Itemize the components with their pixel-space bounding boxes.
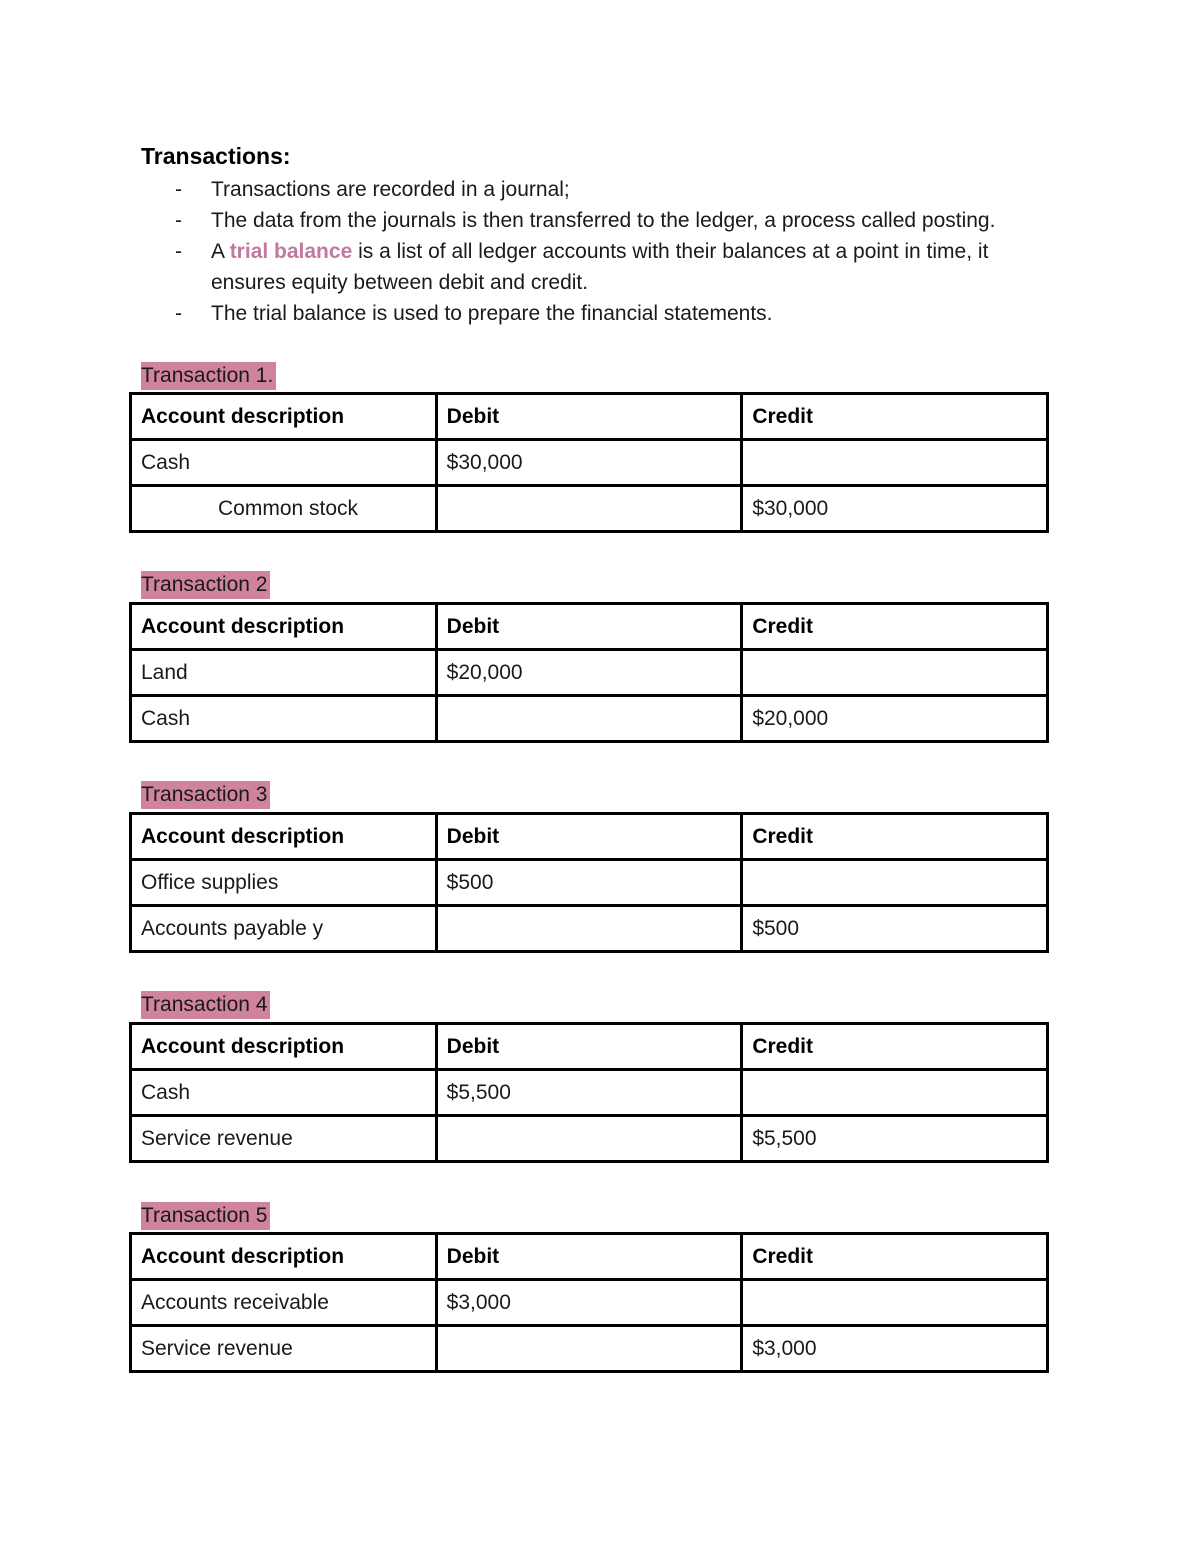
cell-account: Accounts payable y bbox=[131, 906, 437, 952]
bullet-item bbox=[141, 174, 1041, 205]
journal-entry-table bbox=[129, 1232, 1049, 1373]
table-row bbox=[131, 1326, 1048, 1372]
header-account: Account description bbox=[131, 394, 437, 440]
bullet-dash: - bbox=[175, 209, 182, 232]
header-debit: Debit bbox=[436, 394, 742, 440]
cell-credit bbox=[742, 440, 1048, 486]
table-row bbox=[131, 1280, 1048, 1326]
bullet-dash: - bbox=[175, 302, 182, 325]
table-row bbox=[131, 696, 1048, 742]
cell-account: Service revenue bbox=[131, 1116, 437, 1162]
header-debit: Debit bbox=[436, 1024, 742, 1070]
table-row bbox=[131, 906, 1048, 952]
header-debit: Debit bbox=[436, 1234, 742, 1280]
bullet-list bbox=[141, 174, 1041, 329]
cell-debit bbox=[436, 1116, 742, 1162]
bullet-text-suffix: is a list of all ledger accounts with their balances at a point in time, it ensures equity between debit and credit. bbox=[211, 240, 989, 294]
cell-credit bbox=[742, 1070, 1048, 1116]
bullet-text: Transactions are recorded in a journal; bbox=[211, 178, 570, 201]
cell-account: Accounts receivable bbox=[131, 1280, 437, 1326]
cell-credit bbox=[742, 650, 1048, 696]
cell-account: Cash bbox=[131, 1070, 437, 1116]
cell-credit: $500 bbox=[742, 906, 1048, 952]
bullet-item bbox=[141, 298, 1041, 329]
journal-entry-table bbox=[129, 812, 1049, 953]
section-heading: Transactions: bbox=[141, 143, 291, 169]
transaction-label: Transaction 1. bbox=[141, 362, 276, 390]
transaction-label: Transaction 3 bbox=[141, 781, 270, 809]
table-header-row bbox=[131, 1024, 1048, 1070]
table-row bbox=[131, 650, 1048, 696]
header-credit: Credit bbox=[742, 604, 1048, 650]
transaction-label: Transaction 5 bbox=[141, 1202, 270, 1230]
bullet-item bbox=[141, 236, 1041, 298]
table-row bbox=[131, 486, 1048, 532]
header-account: Account description bbox=[131, 1234, 437, 1280]
header-credit: Credit bbox=[742, 1024, 1048, 1070]
cell-credit bbox=[742, 1280, 1048, 1326]
table-row bbox=[131, 1116, 1048, 1162]
table-row bbox=[131, 440, 1048, 486]
highlighted-term: trial balance bbox=[229, 240, 353, 263]
bullet-text-prefix: A bbox=[211, 240, 230, 263]
cell-debit: $30,000 bbox=[436, 440, 742, 486]
cell-debit: $5,500 bbox=[436, 1070, 742, 1116]
header-account: Account description bbox=[131, 814, 437, 860]
bullet-dash: - bbox=[175, 240, 182, 263]
cell-account: Office supplies bbox=[131, 860, 437, 906]
transaction-label: Transaction 2 bbox=[141, 571, 270, 599]
cell-debit bbox=[436, 696, 742, 742]
cell-debit: $20,000 bbox=[436, 650, 742, 696]
table-header-row bbox=[131, 1234, 1048, 1280]
cell-account: Land bbox=[131, 650, 437, 696]
header-credit: Credit bbox=[742, 814, 1048, 860]
cell-debit: $3,000 bbox=[436, 1280, 742, 1326]
cell-credit: $20,000 bbox=[742, 696, 1048, 742]
header-debit: Debit bbox=[436, 604, 742, 650]
header-credit: Credit bbox=[742, 394, 1048, 440]
table-row bbox=[131, 1070, 1048, 1116]
cell-account: Cash bbox=[131, 440, 437, 486]
cell-credit: $3,000 bbox=[742, 1326, 1048, 1372]
journal-entry-table bbox=[129, 1022, 1049, 1163]
bullet-item bbox=[141, 205, 1041, 236]
cell-debit bbox=[436, 1326, 742, 1372]
cell-debit bbox=[436, 486, 742, 532]
bullet-text: The data from the journals is then transferred to the ledger, a process called posting. bbox=[211, 209, 996, 232]
header-credit: Credit bbox=[742, 1234, 1048, 1280]
bullet-text: The trial balance is used to prepare the financial statements. bbox=[211, 302, 773, 325]
cell-credit bbox=[742, 860, 1048, 906]
table-header-row bbox=[131, 394, 1048, 440]
transaction-label: Transaction 4 bbox=[141, 991, 270, 1019]
header-account: Account description bbox=[131, 604, 437, 650]
header-debit: Debit bbox=[436, 814, 742, 860]
cell-account: Service revenue bbox=[131, 1326, 437, 1372]
header-account: Account description bbox=[131, 1024, 437, 1070]
table-row bbox=[131, 860, 1048, 906]
cell-account: Cash bbox=[131, 696, 437, 742]
bullet-dash: - bbox=[175, 178, 182, 201]
cell-debit bbox=[436, 906, 742, 952]
cell-account: Common stock bbox=[131, 486, 437, 532]
cell-debit: $500 bbox=[436, 860, 742, 906]
table-header-row bbox=[131, 604, 1048, 650]
journal-entry-table bbox=[129, 392, 1049, 533]
table-header-row bbox=[131, 814, 1048, 860]
cell-credit: $30,000 bbox=[742, 486, 1048, 532]
cell-credit: $5,500 bbox=[742, 1116, 1048, 1162]
journal-entry-table bbox=[129, 602, 1049, 743]
